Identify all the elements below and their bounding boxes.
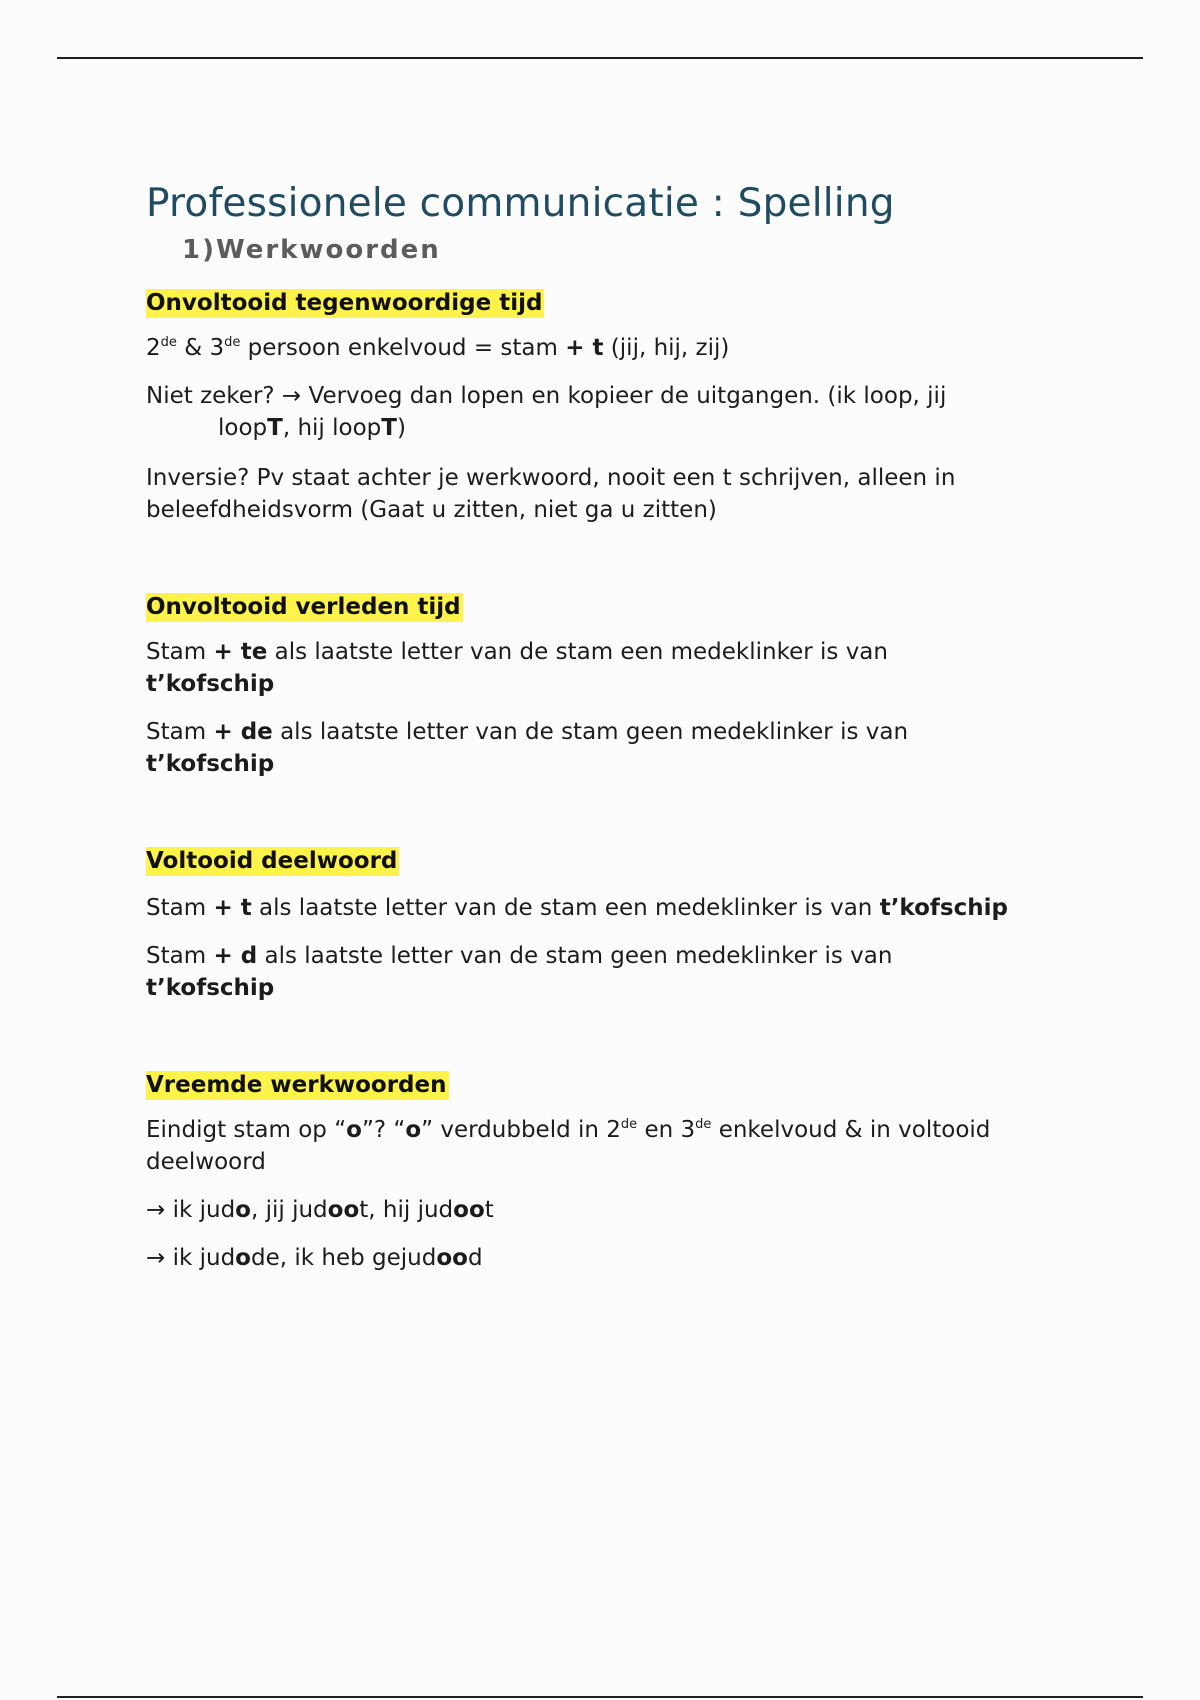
highlighted-heading: Onvoltooid verleden tijd — [146, 594, 461, 620]
paragraph-ott-inversie: Inversie? Pv staat achter je werkwoord, nooit een t schrijven, alleen in beleefdheidsvorm (Gaat u zitten, niet ga u zitten) — [146, 465, 956, 523]
paragraph-vreemde-example-2: → ik judode, ik heb gejudood — [146, 1245, 483, 1271]
bottom-rule — [57, 1696, 1143, 1698]
document-body — [146, 178, 1076, 1274]
highlighted-heading: Vreemde werkwoorden — [146, 1072, 447, 1098]
sub-heading-ovt — [146, 592, 1076, 622]
paragraph-vreemde-rule: Eindigt stam op “o”? “o” verdubbeld in 2de en 3de enkelvoud & in voltooid deelwoord — [146, 1117, 991, 1175]
section-heading: 1)Werkwoorden — [182, 235, 441, 265]
top-rule — [57, 57, 1143, 59]
paragraph-vd-t: Stam + t als laatste letter van de stam een medeklinker is van t’kofschip — [146, 895, 1008, 921]
sub-heading-vd — [146, 846, 1076, 876]
highlighted-heading: Onvoltooid tegenwoordige tijd — [146, 290, 543, 316]
paragraph-vd-d: Stam + d als laatste letter van de stam geen medeklinker is van t’kofschip — [146, 943, 893, 1001]
paragraph-ovt-de: Stam + de als laatste letter van de stam geen medeklinker is van t’kofschip — [146, 719, 909, 777]
paragraph-ott-check: Niet zeker? → Vervoeg dan lopen en kopieer de uitgangen. (ik loop, jij loopT, hij loopT) — [146, 383, 947, 441]
highlighted-heading: Voltooid deelwoord — [146, 848, 398, 874]
sub-heading-vreemde — [146, 1070, 1076, 1100]
paragraph-ott-rule: 2de & 3de persoon enkelvoud = stam + t (jij, hij, zij) — [146, 335, 730, 361]
paragraph-vreemde-example-1: → ik judo, jij judoot, hij judoot — [146, 1197, 494, 1223]
page-title: Professionele communicatie : Spelling — [146, 181, 895, 226]
paragraph-ovt-te: Stam + te als laatste letter van de stam een medeklinker is van t’kofschip — [146, 639, 888, 697]
sub-heading-ott — [146, 288, 1076, 318]
